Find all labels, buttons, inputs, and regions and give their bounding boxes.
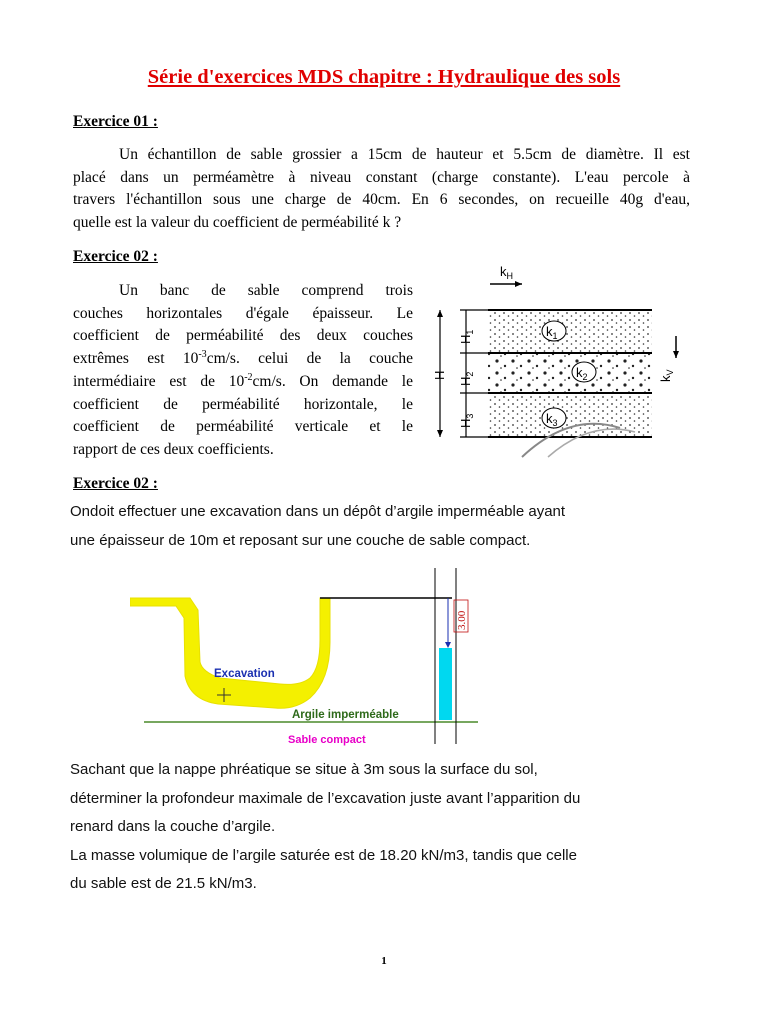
- page-title: Série d'exercices MDS chapitre : Hydraulique des sols: [147, 66, 621, 88]
- text-line: Un banc de sable comprend trois: [119, 282, 413, 299]
- kh-label: $k_H$: [500, 264, 513, 281]
- exercise-2-text: [73, 280, 413, 462]
- h3-label: $H_3$: [458, 413, 475, 428]
- text-line: renard dans la couche d’argile.: [70, 818, 276, 835]
- k2-label: $k_2$: [576, 365, 588, 382]
- text-line: extrêmes est $10^{-3}cm/s$. celui de la couche: [73, 349, 413, 368]
- text-line: intermédiaire est de $10^{-2}cm/s$. On demande le: [73, 371, 413, 390]
- text-line: coefficient de perméabilité des deux couches: [73, 327, 413, 345]
- h1-label: $H_1$: [458, 329, 475, 344]
- exercise-3-heading: Exercice 02 :: [73, 475, 158, 492]
- text-line: Ondoit effectuer une excavation dans un dépôt d’argile imperméable ayant: [70, 503, 566, 520]
- text-line: du sable est de 21.5 kN/m3.: [70, 875, 257, 892]
- dimension-label: 3.00: [456, 610, 468, 630]
- text-line: rapport de ces deux coefficients.: [73, 440, 274, 458]
- text-line: une épaisseur de 10m et reposant sur une couche de sable compact.: [70, 531, 531, 549]
- text-line: Sachant que la nappe phréatique se situe à 3m sous la surface du sol,: [70, 761, 538, 778]
- layer-2: [488, 354, 652, 392]
- exercise-1-heading: Exercice 01 :: [73, 113, 158, 130]
- excavation-shape: [130, 598, 330, 708]
- water-column: [439, 648, 452, 720]
- sand-label: Sable compact: [288, 734, 366, 746]
- layered-soil-figure: [430, 262, 700, 462]
- text-line: quelle est la valeur du coefficient de perméabilité k ?: [73, 214, 402, 232]
- text-line: coefficient de perméabilité verticale et le: [73, 418, 413, 436]
- text-line: couches horizontales d'égale épaisseur. Le: [73, 304, 413, 322]
- k3-label: $k_3$: [546, 411, 558, 428]
- exercise-1-text: [73, 144, 690, 235]
- exercise-2-heading: Exercice 02 :: [73, 248, 158, 265]
- h-label: H: [432, 370, 447, 380]
- text-line: placé dans un perméamètre à niveau constant (charge constante). L'eau percole à: [73, 168, 690, 186]
- h2-label: $H_2$: [458, 371, 475, 386]
- clay-label: Argile imperméable: [292, 709, 399, 721]
- exercise-3-text: [70, 756, 720, 899]
- text-line: La masse volumique de l’argile saturée est de 18.20 kN/m3, tandis que celle: [70, 846, 577, 864]
- text-line: déterminer la profondeur maximale de l’excavation juste avant l’apparition du: [70, 789, 581, 807]
- page-number: 1: [381, 955, 387, 967]
- k1-label: $k_1$: [546, 324, 558, 341]
- text-line: coefficient de perméabilité horizontale, le: [73, 395, 413, 413]
- text-line: travers l'échantillon sous une charge de 40cm. En 6 secondes, on recueille 40g d'eau,: [73, 191, 690, 209]
- layer-1: [488, 310, 652, 352]
- excavation-figure: [130, 560, 490, 752]
- excavation-label: Excavation: [214, 668, 275, 680]
- exercise-3-intro: [70, 498, 710, 555]
- text-line: Un échantillon de sable grossier a 15cm de hauteur et 5.5cm de diamètre. Il est: [119, 146, 690, 163]
- kv-label: $k_V$: [658, 369, 675, 382]
